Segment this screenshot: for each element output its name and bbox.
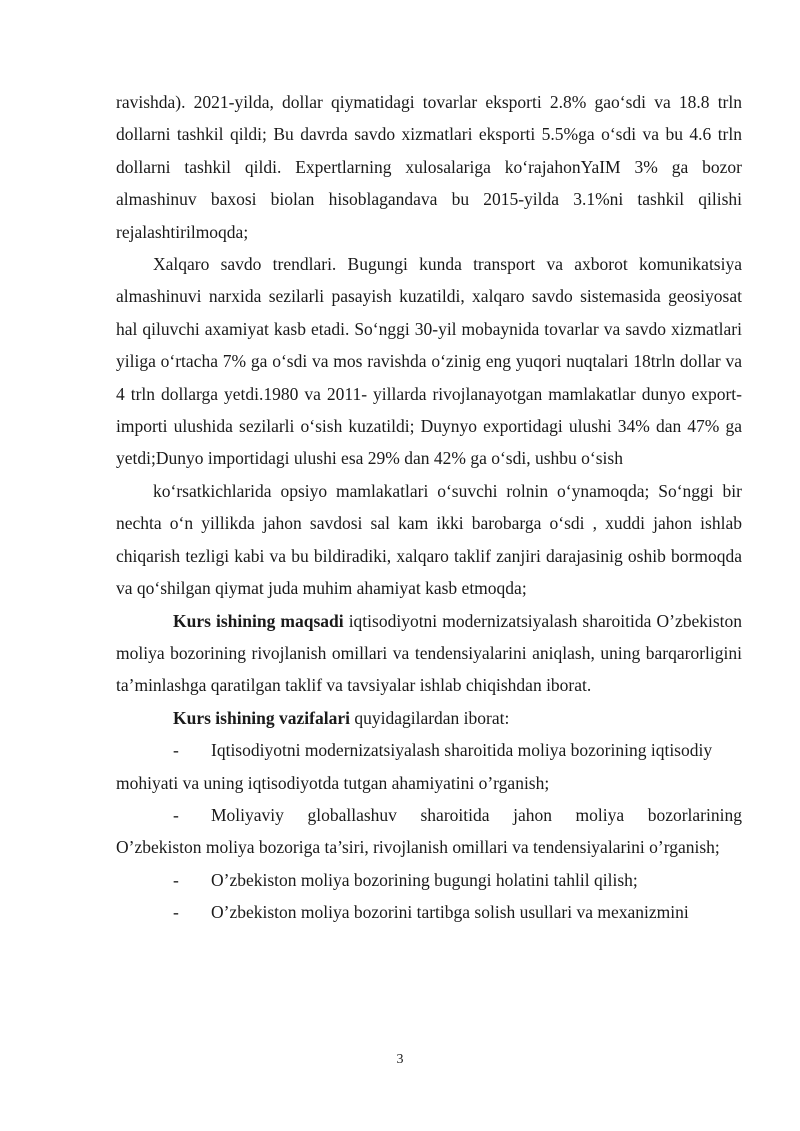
course-goal-heading: Kurs ishining maqsadi (173, 610, 344, 631)
paragraph-export-stats: ravishda). 2021-yilda, dollar qiymatidagi tovarlar eksporti 2.8% gao‘sdi va 18.8 trln dollarni tashkil qildi; Bu davrda savdo xizmatlari eksporti 5.5%ga o‘sdi va bu 4.6 trln dollarni tashkil qildi. Expertlarning xulosalariga ko‘rajahonYaIM 3% ga bozor almashinuv baxosi biolan hisoblagandava bu 2015-yilda 3.1%ni tashkil qilishi rejalashtirilmoqda; (116, 92, 742, 242)
paragraph-course-goal (116, 605, 742, 702)
list-dash: - (173, 902, 179, 923)
list-item (116, 896, 742, 928)
list-dash: - (173, 869, 179, 890)
page-number: 3 (396, 1052, 404, 1067)
course-tasks-heading: Kurs ishining vazifalari (173, 707, 350, 728)
page-body (116, 86, 742, 929)
paragraph-trade-trends: Xalqaro savdo trendlari. Bugungi kunda transport va axborot komunikatsiya almashinuvi narxida sezilarli pasayish kuzatildi, xalqaro savdo sistemasida geosiyosat hal qiluvchi axamiyat kasb etadi. So‘nggi 30-yil mobaynida tovarlar va savdo xizmatlari yiliga o‘rtacha 7% ga o‘sdi va mos ravishda o‘zinig eng yuqori nuqtalari 18trln dollar va 4 trln dollarga yetdi.1980 va 2011- yillarda rivojlanayotgan mamlakatlar dunyo export-importi ulushida sezilarli o‘sish kuzatildi; Duynyo exportidagi ulushi 34% dan 47% ga yetdi;Dunyo importidagi ulushi esa 29% dan 42% ga o‘sdi, ushbu o‘sish (116, 254, 742, 469)
list-item-continuation: mohiyati va uning iqtisodiyotda tutgan ahamiyatini o’rganish; (116, 772, 550, 793)
list-dash: - (173, 804, 179, 825)
list-item (116, 864, 742, 896)
list-item (116, 799, 742, 831)
course-tasks-text: quyidagilardan iborat: (349, 707, 510, 728)
list-item (116, 734, 742, 766)
list-item-text: Moliyaviy globallashuv sharoitida jahon moliya bozorlarining (211, 804, 742, 825)
paragraph-course-tasks (116, 702, 742, 734)
list-item-text: O’zbekiston moliya bozorining bugungi holatini tahlil qilish; (211, 869, 638, 890)
list-item-text: Iqtisodiyotni modernizatsiyalash sharoitida moliya bozorining iqtisodiy (211, 740, 713, 761)
list-item-text: O’zbekiston moliya bozorini tartibga solish usullari va mexanizmini (211, 902, 689, 923)
paragraph-world-trade-growth: ko‘rsatkichlarida opsiyo mamlakatlari o‘suvchi rolnin o‘ynamoqda; So‘nggi bir nechta o‘n yillikda jahon savdosi sal kam ikki barobarga o‘sdi , xuddi jahon ishlab chiqarish tezligi kabi va bu bildiradiki, xalqaro taklif zanjiri darajasinig oshib bormoqda va qo‘shilgan qiymat juda muhim ahamiyat kasb etmoqda; (116, 480, 742, 599)
course-goal-text: iqtisodiyotni modernizatsiyalash sharoitida O’zbekiston moliya bozorining rivojlanish omillari va tendensiyalarini aniqlash, uning barqarorligini ta’minlashga qaratilgan taklif va tavsiyalar ishlab chiqishdan iborat. (116, 610, 743, 696)
list-dash: - (173, 740, 179, 761)
list-item-continuation: O’zbekiston moliya bozoriga ta’siri, rivojlanish omillari va tendensiyalarini o’rganish; (116, 837, 720, 858)
